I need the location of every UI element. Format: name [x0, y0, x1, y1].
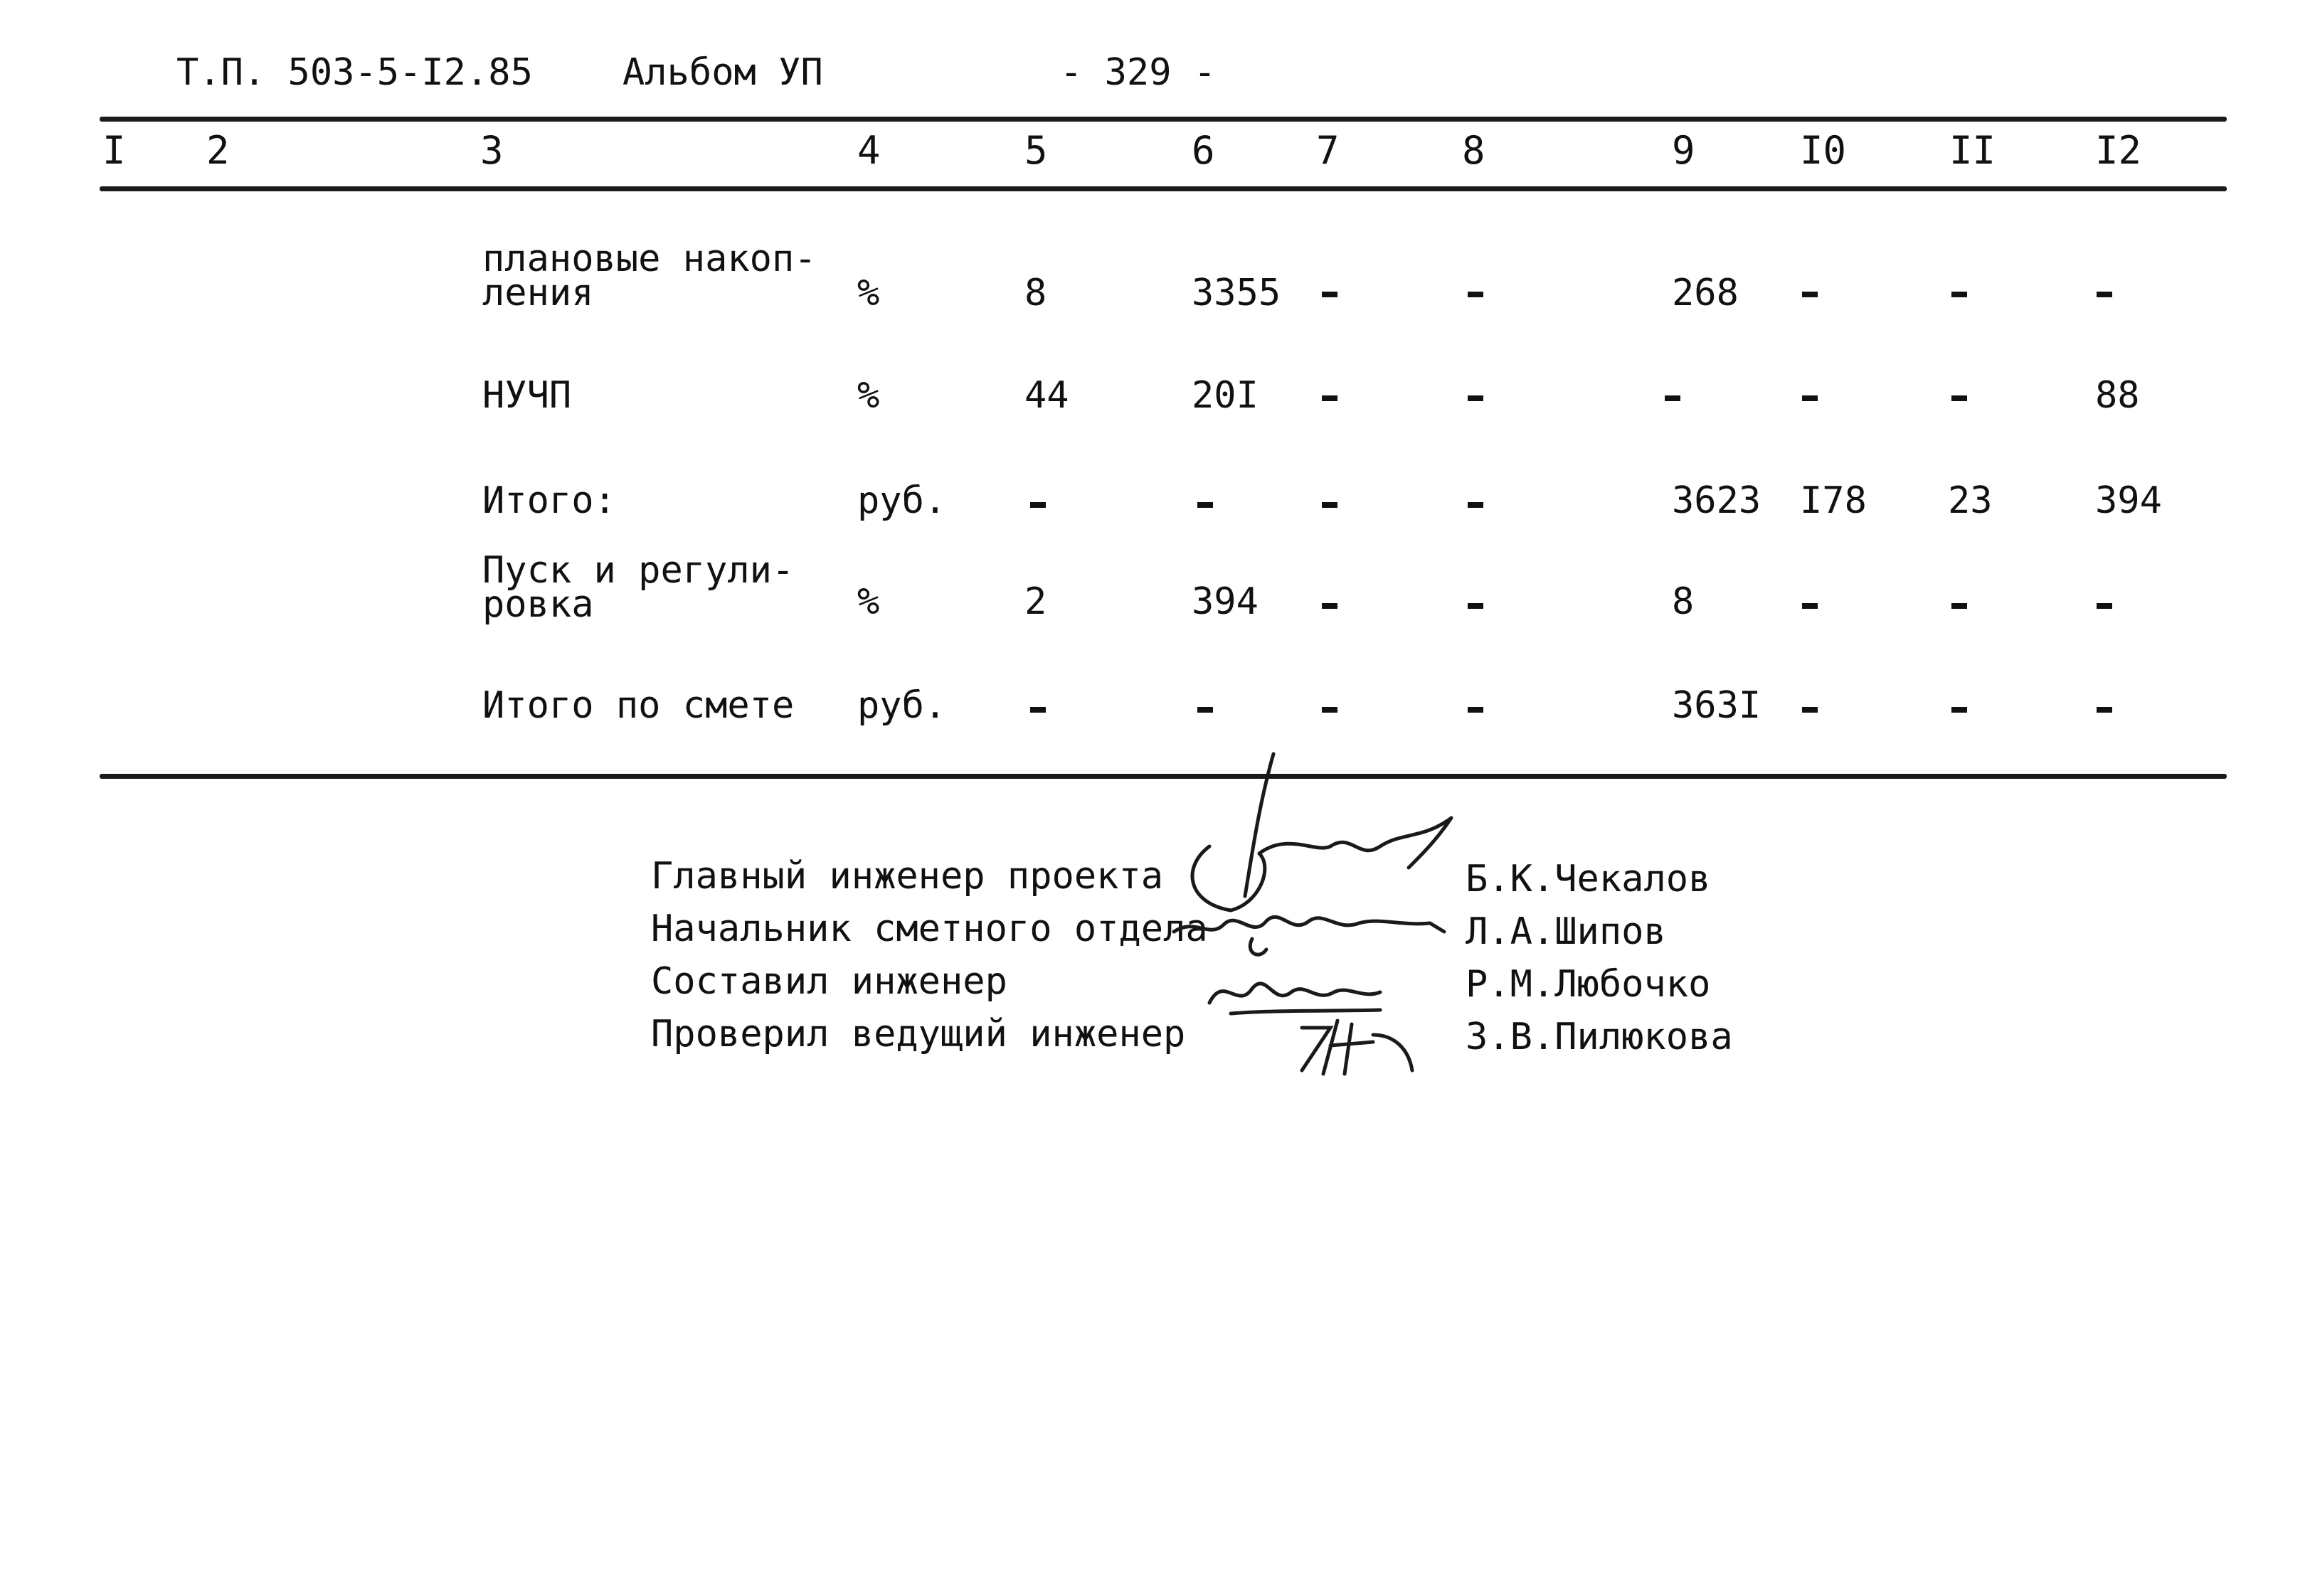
row-value: 23	[1948, 479, 1993, 522]
dash-mark	[1951, 603, 1967, 609]
signatory-name: Р.М.Любочко	[1466, 963, 1711, 1006]
column-number: I	[102, 128, 126, 173]
dash-mark	[2097, 707, 2112, 713]
page-number: - 329 -	[1060, 51, 1217, 94]
column-number: I0	[1800, 128, 1847, 173]
column-number: 7	[1316, 128, 1340, 173]
dash-mark	[1197, 502, 1213, 508]
dash-mark	[1468, 707, 1483, 713]
column-number: 4	[857, 128, 881, 173]
row-unit: %	[857, 580, 880, 623]
row-name: Итого по смете	[482, 684, 795, 727]
row-unit: руб.	[857, 479, 947, 522]
row-value: 8	[1024, 272, 1047, 314]
column-number: 6	[1192, 128, 1215, 173]
row-value: 20I	[1192, 374, 1259, 417]
signatory-name: Л.А.Шипов	[1466, 910, 1666, 953]
signature-position: Составил инженер	[651, 960, 1007, 1003]
row-name-line: ровка	[482, 583, 594, 626]
row-value: 3355	[1192, 272, 1281, 314]
signatory-name: З.В.Пилюкова	[1466, 1016, 1733, 1058]
dash-mark	[1468, 395, 1483, 401]
column-number: II	[1949, 128, 1996, 173]
row-name-line: Пуск и регули-	[482, 549, 795, 592]
album-label: Альбом УП	[622, 51, 823, 94]
dash-mark	[1468, 502, 1483, 508]
column-number: 9	[1672, 128, 1695, 173]
column-number: 3	[480, 128, 504, 173]
column-number: I2	[2095, 128, 2142, 173]
dash-mark	[1802, 292, 1818, 297]
dash-mark	[1951, 292, 1967, 297]
row-name	[482, 549, 795, 626]
row-value: I78	[1800, 479, 1867, 522]
dash-mark	[1322, 395, 1337, 401]
column-number: 5	[1024, 128, 1048, 173]
dash-mark	[1322, 292, 1337, 297]
handwritten-signature-checker	[1288, 1014, 1430, 1085]
dash-mark	[1802, 603, 1818, 609]
row-name	[482, 238, 817, 314]
column-number: 2	[206, 128, 230, 173]
dash-mark	[1197, 707, 1213, 713]
handwritten-signature-estimates-head	[1167, 889, 1466, 967]
dash-mark	[1322, 603, 1337, 609]
signature-position: Начальник сметного отдела	[651, 908, 1208, 950]
dash-mark	[1030, 707, 1046, 713]
row-name: Итого:	[482, 479, 616, 522]
dash-mark	[1322, 707, 1337, 713]
row-name-line: ления	[482, 272, 594, 314]
dash-mark	[1468, 603, 1483, 609]
table-top-rule	[100, 117, 2227, 122]
row-name-line: плановые накоп-	[482, 238, 817, 280]
row-unit: %	[857, 374, 880, 417]
row-value: 268	[1672, 272, 1739, 314]
signatory-name: Б.К.Чекалов	[1466, 858, 1711, 900]
header-bottom-rule	[100, 186, 2227, 191]
row-value: 394	[1192, 580, 1259, 623]
dash-mark	[2097, 292, 2112, 297]
row-unit: руб.	[857, 684, 947, 727]
signature-position: Проверил ведущий инженер	[651, 1013, 1186, 1055]
row-value: 394	[2095, 479, 2162, 522]
row-value: 88	[2095, 374, 2140, 417]
row-value: 363I	[1672, 684, 1761, 727]
dash-mark	[1030, 502, 1046, 508]
column-number: 8	[1462, 128, 1485, 173]
dash-mark	[1322, 502, 1337, 508]
dash-mark	[1468, 292, 1483, 297]
row-value: 3623	[1672, 479, 1761, 522]
dash-mark	[1802, 707, 1818, 713]
document-code: Т.П. 503-5-I2.85	[176, 51, 533, 94]
signature-position: Главный инженер проекта	[651, 855, 1164, 898]
dash-mark	[1951, 395, 1967, 401]
dash-mark	[1665, 395, 1680, 401]
row-value: 2	[1024, 580, 1047, 623]
row-unit: %	[857, 272, 880, 314]
dash-mark	[2097, 603, 2112, 609]
dash-mark	[1951, 707, 1967, 713]
dash-mark	[1802, 395, 1818, 401]
row-value: 44	[1024, 374, 1069, 417]
row-name: НУЧП	[482, 374, 572, 417]
row-value: 8	[1672, 580, 1695, 623]
